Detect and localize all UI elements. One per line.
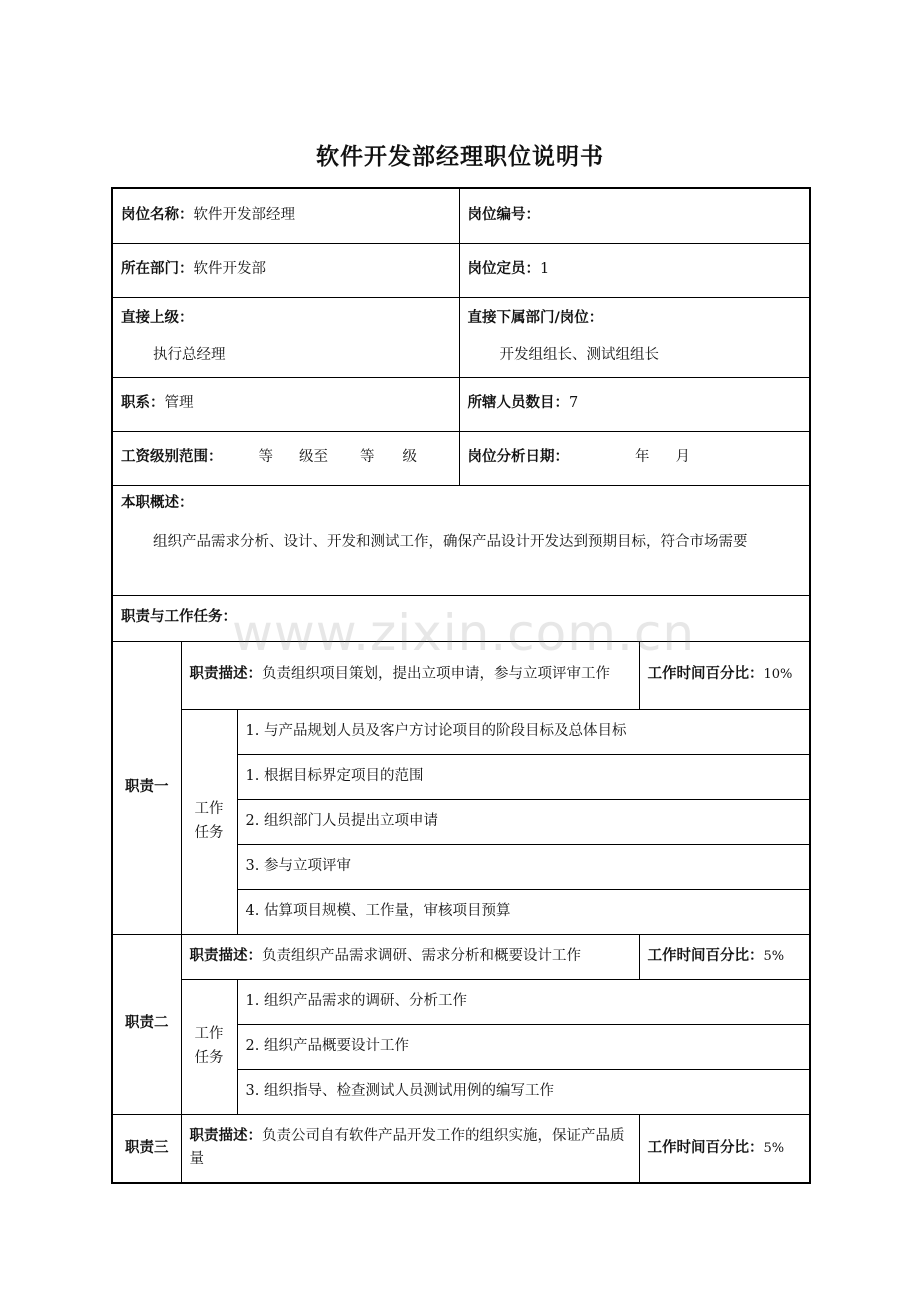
duty-2-name: 职责二 — [112, 934, 181, 1114]
analysis-month: 月 — [675, 449, 691, 466]
document-title: 软件开发部经理职位说明书 — [316, 144, 604, 170]
analysis-year: 年 — [635, 449, 650, 466]
duty-1-task-label-1: 工作 — [194, 801, 224, 818]
duty-1-name: 职责一 — [112, 641, 181, 934]
row-position — [112, 188, 810, 243]
summary-text: 组织产品需求分析、设计、开发和测试工作，确保产品设计开发达到预期目标，符合市场需要 — [153, 533, 748, 550]
duty-3-desc-row — [112, 1114, 810, 1183]
duty-3-time-cell — [639, 1114, 810, 1183]
department-label: 所在部门： — [121, 261, 194, 278]
job-family-value: 管理 — [164, 395, 194, 412]
position-code-label: 岗位编号： — [467, 207, 541, 224]
subordinate-cell — [459, 297, 810, 377]
salary-cell — [112, 431, 459, 485]
subordinate-label: 直接下属部门/岗位： — [467, 309, 604, 326]
duty-3-name: 职责三 — [112, 1114, 181, 1183]
department-cell — [112, 243, 459, 297]
duty-3-time-value: 5% — [763, 1140, 785, 1156]
duty-1-time-label: 工作时间百分比： — [647, 666, 764, 683]
row-summary — [112, 485, 810, 595]
duty-2-task-label — [181, 979, 237, 1114]
summary-label: 本职概述： — [121, 494, 194, 511]
duty-2-task-1: 1. 组织产品需求的调研、分析工作 — [237, 979, 810, 1024]
salary-jizhi: 级至 — [299, 449, 328, 466]
duty-2-task-label-1: 工作 — [194, 1026, 224, 1043]
summary-cell — [112, 485, 810, 595]
staff-count-value: 7 — [569, 395, 579, 412]
row-department — [112, 243, 810, 297]
duty-1-task-2: 1. 根据目标界定项目的范围 — [237, 754, 810, 799]
duty-2-desc: 负责组织产品需求调研、需求分析和概要设计工作 — [262, 947, 581, 964]
row-salary — [112, 431, 810, 485]
duty-3-desc-label: 职责描述： — [189, 1128, 262, 1145]
duty-2-desc-row — [112, 934, 810, 979]
duties-header: 职责与工作任务： — [121, 609, 237, 626]
watermark: www.zixin.com.cn — [232, 604, 696, 662]
superior-label: 直接上级： — [121, 309, 194, 326]
analysis-date-label: 岗位分析日期： — [467, 449, 570, 466]
duty-2-time-cell — [639, 934, 810, 979]
row-job-family — [112, 377, 810, 431]
duty-1-task-4: 3. 参与立项评审 — [237, 844, 810, 889]
duty-1-task-5: 4. 估算项目规模、工作量，审核项目预算 — [237, 889, 810, 934]
staff-count-label: 所辖人员数目： — [467, 395, 570, 412]
job-description-table — [111, 187, 811, 1184]
duty-1-desc: 负责组织项目策划，提出立项申请，参与立项评审工作 — [262, 666, 610, 683]
headcount-value: 1 — [540, 261, 550, 278]
duty-1-task-label-2: 任务 — [194, 824, 224, 841]
position-name-value: 软件开发部经理 — [193, 207, 295, 224]
salary-label: 工资级别范围： — [121, 449, 223, 466]
analysis-date-cell — [459, 431, 810, 485]
duty-1-task-3: 2. 组织部门人员提出立项申请 — [237, 799, 810, 844]
duty-2-task-2: 2. 组织产品概要设计工作 — [237, 1024, 810, 1069]
duty-2-task-label-2: 任务 — [194, 1049, 224, 1066]
department-value: 软件开发部 — [193, 261, 266, 278]
duty-2-time-value: 5% — [763, 948, 785, 964]
job-family-label: 职系： — [121, 395, 165, 412]
salary-deng-2: 等 — [360, 449, 375, 466]
position-name-cell — [112, 188, 459, 243]
salary-ji: 级 — [402, 449, 417, 466]
salary-deng-1: 等 — [258, 449, 273, 466]
duty-2-time-label: 工作时间百分比： — [647, 947, 764, 964]
row-reporting — [112, 297, 810, 377]
superior-cell — [112, 297, 459, 377]
staff-count-cell — [459, 377, 810, 431]
duty-1-desc-label: 职责描述： — [189, 666, 262, 683]
job-family-cell — [112, 377, 459, 431]
duty-1-task-label — [181, 709, 237, 934]
duty-1-task-1: 1. 与产品规划人员及客户方讨论项目的阶段目标及总体目标 — [237, 709, 810, 754]
duty-2-desc-cell — [181, 934, 639, 979]
duty-2-task-row — [112, 979, 810, 1024]
duty-2-task-3: 3. 组织指导、检查测试人员测试用例的编写工作 — [237, 1069, 810, 1114]
duty-1-time-value: 10% — [763, 667, 793, 683]
position-code-cell — [459, 188, 810, 243]
superior-value: 执行总经理 — [153, 347, 226, 363]
duty-3-time-label: 工作时间百分比： — [647, 1139, 764, 1156]
duty-3-desc: 负责公司自有软件产品开发工作的组织实施，保证产品质量 — [189, 1128, 625, 1168]
duty-1-task-row — [112, 709, 810, 754]
duty-3-desc-cell — [181, 1114, 639, 1183]
headcount-label: 岗位定员： — [467, 261, 541, 278]
position-name-label: 岗位名称： — [121, 207, 194, 224]
duty-2-desc-label: 职责描述： — [189, 947, 262, 964]
subordinate-value: 开发组组长、测试组组长 — [499, 347, 660, 363]
headcount-cell — [459, 243, 810, 297]
